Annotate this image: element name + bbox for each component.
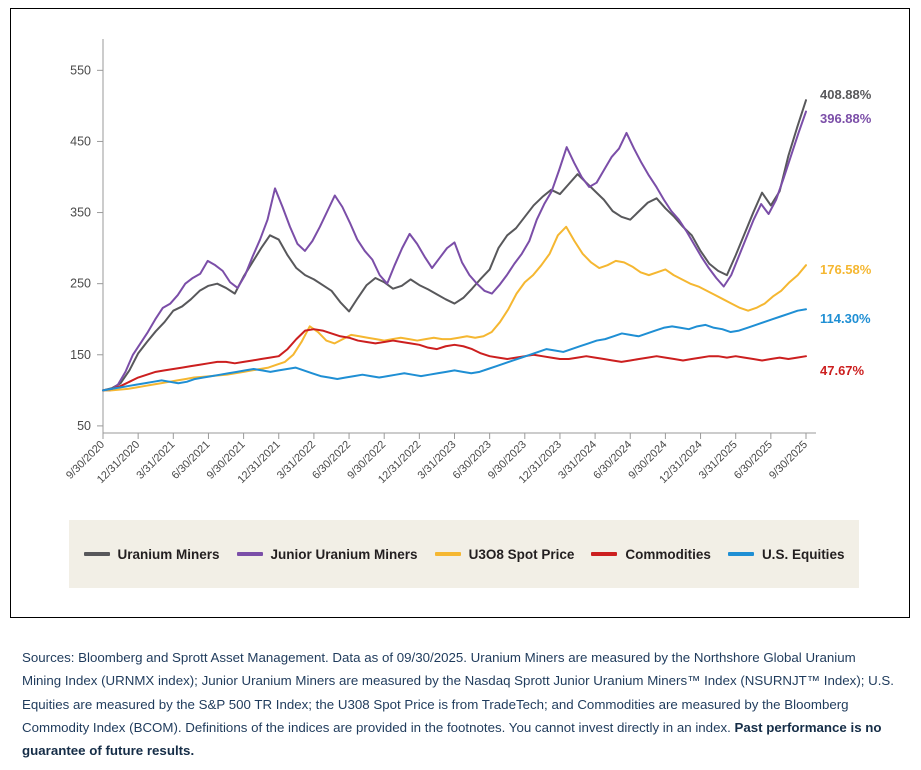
x-tick-label: 3/31/2022 (274, 438, 319, 482)
x-tick-label: 9/30/2023 (485, 438, 529, 482)
x-tick-label: 9/30/2022 (345, 438, 389, 482)
x-tick-label: 6/30/2021 (169, 438, 213, 482)
legend-label: Commodities (625, 546, 711, 562)
x-tick-label: 6/30/2025 (731, 438, 775, 482)
legend-item[interactable] (435, 547, 575, 562)
footnote-text: Sources: Bloomberg and Sprott Asset Management. Data as of 09/30/2025. Uranium Miners are measured by the Northshore Global Uranium Mining Index (URNMX index); Junior Uranium Miners are measured by the Nasdaq Sprott Junior Uranium Miners™ Index (NSURNJT™ Index); U.S. Equities are measured by the S&P 500 TR Index; the U308 Spot Price is from TradeTech; and Commodities are measured by the Bloomberg Commodity Index (BCOM). Definitions of the indices are provided in the footnotes. You cannot invest directly in an index. (22, 650, 894, 735)
chart-card (10, 8, 910, 618)
y-tick-label: 350 (70, 205, 91, 220)
x-tick-label: 12/31/2020 (94, 438, 143, 487)
legend-color-swatch (84, 552, 110, 556)
x-tick-label: 9/30/2020 (64, 438, 108, 482)
y-tick-label: 250 (70, 276, 91, 291)
legend-color-swatch (435, 552, 461, 556)
legend-color-swatch (237, 552, 263, 556)
x-tick-label: 6/30/2024 (591, 438, 635, 482)
x-tick-label: 6/30/2022 (310, 438, 354, 482)
x-tick-label: 3/31/2025 (696, 438, 740, 482)
x-tick-label: 3/31/2024 (556, 438, 600, 482)
legend-label: Junior Uranium Miners (270, 546, 418, 562)
series-end-label: 114.30% (820, 311, 871, 326)
y-tick-label: 150 (70, 347, 91, 362)
series-end-label: 396.88% (820, 111, 872, 126)
legend-label: Uranium Miners (117, 546, 220, 562)
x-tick-label: 3/31/2023 (415, 438, 459, 482)
legend-color-swatch (728, 552, 754, 556)
x-tick-label: 12/31/2021 (235, 438, 283, 487)
y-tick-label: 550 (70, 63, 91, 78)
x-tick-label: 9/30/2025 (767, 438, 811, 482)
y-tick-label: 450 (70, 134, 91, 149)
series-end-label: 176.58% (820, 262, 872, 277)
legend-label: U.S. Equities (761, 546, 845, 562)
series-line (103, 100, 806, 390)
legend-item[interactable] (237, 547, 418, 562)
x-tick-label: 3/31/2021 (134, 438, 178, 482)
series-line (103, 309, 806, 390)
x-tick-label: 6/30/2023 (450, 438, 494, 482)
legend-item[interactable] (84, 547, 220, 562)
series-end-label: 408.88% (820, 87, 872, 102)
chart-legend (69, 520, 859, 588)
chart-plot-area (11, 9, 909, 509)
legend-label: U3O8 Spot Price (468, 546, 575, 562)
legend-item[interactable] (728, 547, 845, 562)
x-tick-label: 12/31/2023 (516, 438, 565, 487)
chart-footnote (22, 646, 898, 762)
legend-item[interactable] (591, 547, 711, 562)
performance-line-chart (11, 9, 909, 509)
x-tick-label: 12/31/2022 (376, 438, 424, 487)
x-tick-label: 9/30/2021 (204, 438, 248, 482)
series-end-label: 47.67% (820, 363, 865, 378)
y-tick-label: 50 (77, 418, 91, 433)
legend-color-swatch (591, 552, 617, 556)
footnote-bold-tail: Past performance is no guarantee of future results. (22, 719, 882, 759)
x-tick-label: 12/31/2024 (657, 438, 705, 487)
x-tick-label: 9/30/2024 (626, 438, 670, 482)
